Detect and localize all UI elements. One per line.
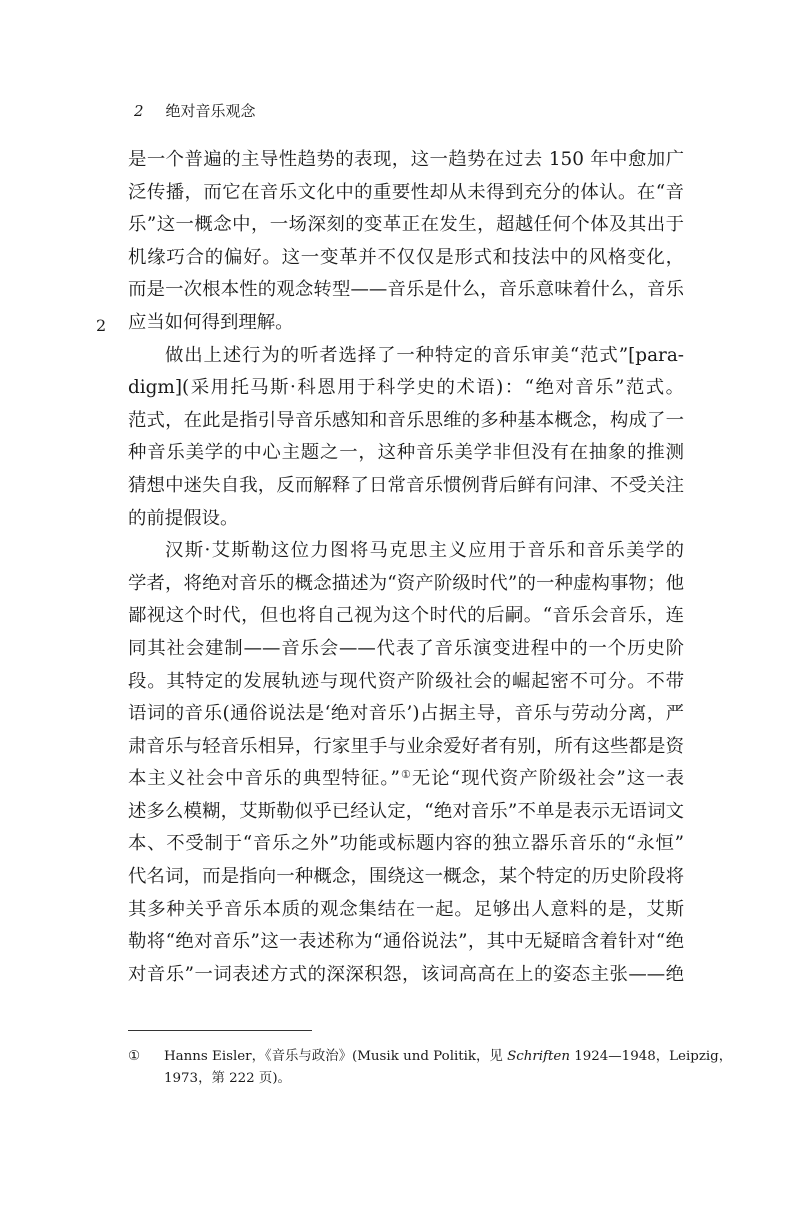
footnote-mark: ① [128, 1049, 141, 1064]
text-line: 对音乐”一词表述方式的深深积怨，该词高高在上的姿态主张——绝 [128, 963, 684, 985]
running-header [134, 100, 256, 121]
text-line: 是一个普遍的主导性趋势的表现，这一趋势在过去 150 年中愈加广 [128, 149, 684, 170]
footnote-text: 1924—1948，Leipzig， [569, 1049, 733, 1064]
text-line: 学者，将绝对音乐的概念描述为“资产阶级时代”的一种虚构事物；他 [128, 572, 684, 594]
text-line-with-footnote-ref [128, 763, 684, 796]
text-line: 语词的音乐(通俗说法是‘绝对音乐’)占据主导，音乐与劳动分离，严 [128, 703, 684, 725]
text-line: 鄙视这个时代，但也将自己视为这个时代的后嗣。“音乐会音乐，连 [128, 605, 684, 627]
text-line: 乐”这一概念中，一场深刻的变革正在发生，超越任何个体及其出于 [128, 214, 684, 236]
text-line: 猜想中迷失自我，反而解释了日常音乐惯例背后鲜有问津、不受关注 [128, 474, 684, 496]
text-line: 述多么模糊，艾斯勒似乎已经认定，“绝对音乐”不单是表示无语词文 [128, 800, 684, 822]
margin-page-number: 2 [96, 316, 107, 335]
footnote-italic-title: Schriften [507, 1049, 570, 1064]
footnote-reference[interactable]: ① [399, 768, 412, 782]
footnote-line [128, 1046, 733, 1068]
text-line: 而是一次根本性的观念转型——音乐是什么，音乐意味着什么，音乐 [128, 279, 684, 301]
text-line: 汉斯·艾斯勒这位力图将马克思主义应用于音乐和音乐美学的 [165, 540, 684, 562]
running-title: 绝对音乐观念 [165, 102, 256, 120]
text-line: digm](采用托马斯·科恩用于科学史的术语)：“绝对音乐”范式。 [128, 377, 684, 399]
body-text [128, 144, 684, 991]
text-line: 泛传播，而它在音乐文化中的重要性却从未得到充分的体认。在“音 [128, 181, 684, 203]
footnote [128, 1046, 733, 1090]
page-number: 2 [134, 102, 144, 120]
text-line: 种音乐美学的中心主题之一，这种音乐美学非但没有在抽象的推测 [128, 442, 684, 464]
text-line: 段。其特定的发展轨迹与现代资产阶级社会的崛起密不可分。不带 [128, 670, 684, 692]
footnote-divider [128, 1030, 312, 1031]
text-segment: 本主义社会中音乐的典型特征。” [128, 768, 400, 790]
text-line: 勒将“绝对音乐”这一表述称为“通俗说法”，其中无疑暗含着针对“绝 [128, 931, 684, 953]
text-line: 代名词，而是指向一种概念，围绕这一概念，某个特定的历史阶段将 [128, 866, 684, 888]
text-line: 的前提假设。 [128, 507, 239, 529]
text-line: 本、不受制于“音乐之外”功能或标题内容的独立器乐音乐的“永恒” [128, 833, 684, 855]
text-line: 机缘巧合的偏好。这一变革并不仅仅是形式和技法中的风格变化， [128, 246, 684, 268]
text-line: 做出上述行为的听者选择了一种特定的音乐审美“范式”[para- [165, 344, 684, 366]
footnote-line: 1973，第 222 页)。 [164, 1071, 291, 1086]
text-line: 肃音乐与轻音乐相异，行家里手与业余爱好者有别，所有这些都是资 [128, 735, 684, 757]
text-segment: 无论“现代资产阶级社会”这一表 [411, 768, 684, 790]
text-line: 范式，在此是指引导音乐感知和音乐思维的多种基本概念，构成了一 [128, 409, 684, 431]
text-line: 同其社会建制——音乐会——代表了音乐演变进程中的一个历史阶 [128, 637, 684, 659]
footnote-text: Hanns Eisler，《音乐与政治》(Musik und Politik，见 [164, 1049, 508, 1064]
text-line: 应当如何得到理解。 [128, 311, 294, 333]
text-line: 其多种关乎音乐本质的观念集结在一起。足够出人意料的是，艾斯 [128, 898, 684, 920]
